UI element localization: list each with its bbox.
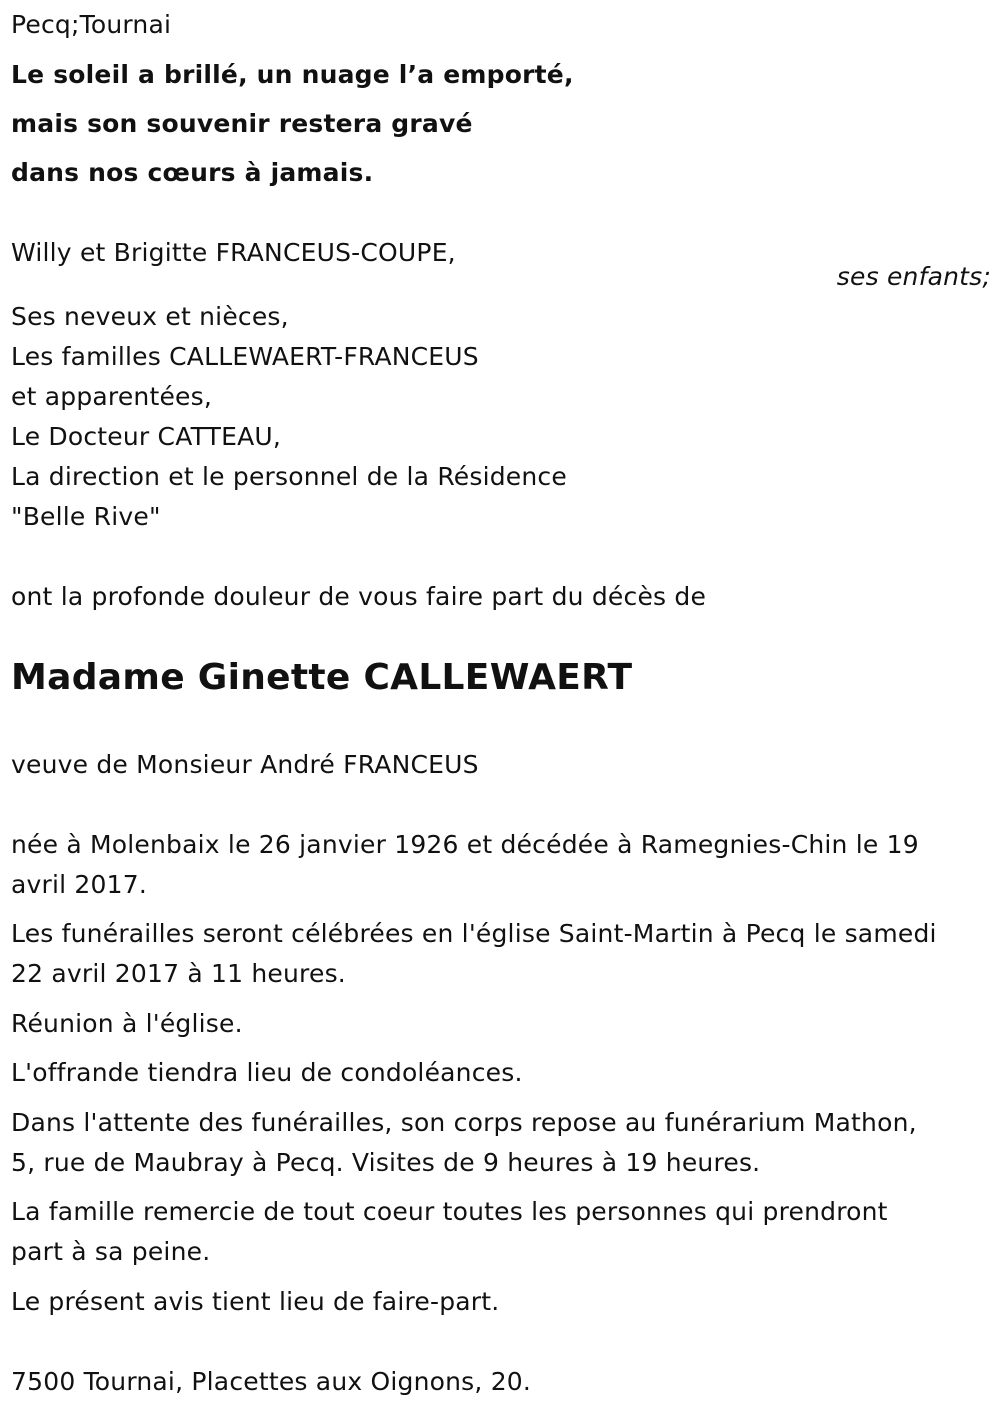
widow-of: veuve de Monsieur André FRANCEUS	[11, 750, 479, 779]
deceased-name: Madame Ginette CALLEWAERT	[11, 657, 633, 698]
offering-line: L'offrande tiendra lieu de condoléances.	[11, 1058, 523, 1087]
birth-death-line-1: née à Molenbaix le 26 janvier 1926 et décédée à Ramegnies-Chin le 19	[11, 830, 919, 859]
relatives-line-5: La direction et le personnel de la Résidence	[11, 462, 567, 491]
children-names: Willy et Brigitte FRANCEUS-COUPE,	[11, 238, 456, 267]
children-role: ses enfants;	[836, 262, 991, 291]
funeral-home-line-2: 5, rue de Maubray à Pecq. Visites de 9 heures à 19 heures.	[11, 1148, 761, 1177]
relatives-line-1: Ses neveux et nièces,	[11, 302, 289, 331]
thanks-line-1: La famille remercie de tout coeur toutes les personnes qui prendront	[11, 1197, 888, 1226]
relatives-line-2: Les familles CALLEWAERT-FRANCEUS	[11, 342, 479, 371]
relatives-line-4: Le Docteur CATTEAU,	[11, 422, 282, 451]
poem-line-1: Le soleil a brillé, un nuage l’a emporté,	[11, 60, 574, 89]
relatives-line-3: et apparentées,	[11, 382, 212, 411]
relatives-line-6: "Belle Rive"	[11, 502, 161, 531]
announcement-text: ont la profonde douleur de vous faire part du décès de	[11, 582, 707, 611]
address: 7500 Tournai, Placettes aux Oignons, 20.	[11, 1367, 532, 1396]
birth-death-line-2: avril 2017.	[11, 870, 148, 899]
thanks-line-2: part à sa peine.	[11, 1237, 211, 1266]
funeral-home-line-1: Dans l'attente des funérailles, son corps repose au funérarium Mathon,	[11, 1108, 917, 1137]
poem-line-3: dans nos cœurs à jamais.	[11, 158, 374, 187]
funeral-line-2: 22 avril 2017 à 11 heures.	[11, 959, 346, 988]
funeral-line-1: Les funérailles seront célébrées en l'église Saint-Martin à Pecq le samedi	[11, 919, 937, 948]
meeting-line: Réunion à l'église.	[11, 1009, 243, 1038]
location-header: Pecq;Tournai	[11, 10, 172, 39]
notice-line: Le présent avis tient lieu de faire-part.	[11, 1287, 500, 1316]
poem-line-2: mais son souvenir restera gravé	[11, 109, 473, 138]
